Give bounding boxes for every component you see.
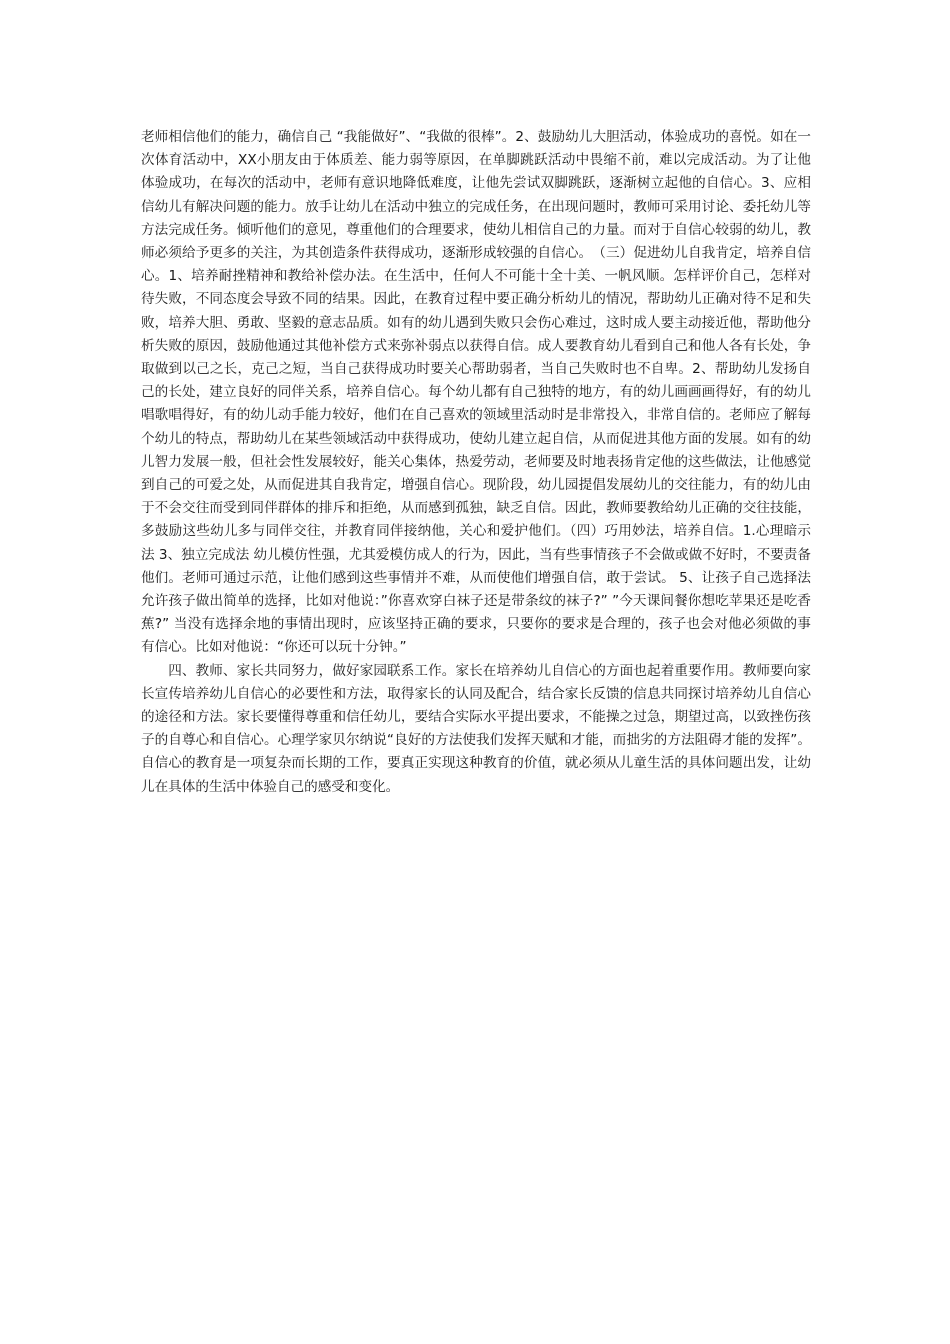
paragraph-1: 老师相信他们的能力，确信自己 “我能做好”、“我做的很棒”。2、鼓励幼儿大胆活动，体验成功的喜悦。如在一次体育活动中，XX小朋友由于体质差、能力弱等原因，在单脚跳跃活动中畏缩不前，难以完成活动。为了让他体验成功，在每次的活动中，老师有意识地降低难度，让他先尝试双脚跳跃，逐渐树立起他的自信心。3、应相信幼儿有解决问题的能力。放手让幼儿在活动中独立的完成任务，在出现问题时，教师可采用讨论、委托幼儿等方法完成任务。倾听他们的意见，尊重他们的合理要求，使幼儿相信自己的力量。而对于自信心较弱的幼儿，教师必须给予更多的关注，为其创造条件获得成功，逐渐形成较强的自信心。 （三）促进幼儿自我肯定，培养自信心。1、培养耐挫精神和教给补偿办法。在生活中，任何人不可能十全十美、一帆风顺。怎样评价自己，怎样对待失败，不同态度会导致不同的结果。因此，在教育过程中要正确分析幼儿的情况，帮助幼儿正确对待不足和失败，培养大胆、勇敢、坚毅的意志品质。如有的幼儿遇到失败只会伤心难过，这时成人要主动接近他，帮助他分析失败的原因，鼓励他通过其他补偿方式来弥补弱点以获得自信。成人要教育幼儿看到自己和他人各有长处，争取做到以己之长，克己之短，当自己获得成功时要关心帮助弱者，当自己失败时也不自卑。2、帮助幼儿发扬自己的长处，建立良好的同伴关系，培养自信心。每个幼儿都有自己独特的地方，有的幼儿画画画得好，有的幼儿唱歌唱得好，有的幼儿动手能力较好，他们在自己喜欢的领域里活动时是非常投入，非常自信的。老师应了解每个幼儿的特点，帮助幼儿在某些领域活动中获得成功，使幼儿建立起自信，从而促进其他方面的发展。如有的幼儿智力发展一般，但社会性发展较好，能关心集体，热爱劳动，老师要及时地表扬肯定他的这些做法，让他感觉到自己的可爱之处，从而促进其自我肯定，增强自信心。现阶段，幼儿园提倡发展幼儿的交往能力，有的幼儿由于不会交往而受到同伴群体的排斥和拒绝，从而感到孤独，缺乏自信。因此，教师要教给幼儿正确的交往技能，多鼓励这些幼儿多与同伴交往，并教育同伴接纳他，关心和爱护他们。（四）巧用妙法，培养自信。1.心理暗示法 3、独立完成法 幼儿模仿性强，尤其爱模仿成人的行为，因此，当有些事情孩子不会做或做不好时，不要责备他们。老师可通过示范，让他们感到这些事情并不难，从而使他们增强自信，敢于尝试。 5、让孩子自己选择法 允许孩子做出简单的选择，比如对他说：”你喜欢穿白袜子还是带条纹的袜子?” ”今天课间餐你想吃苹果还是吃香蕉?” 当没有选择余地的事情出现时，应该坚持正确的要求，只要你的要求是合理的，孩子也会对他必须做的事有信心。比如对他说：“你还可以玩十分钟。” [141,129,811,656]
document-body [141,126,811,799]
paragraph-2: 四、教师、家长共同努力，做好家园联系工作。家长在培养幼儿自信心的方面也起着重要作用。教师要向家长宣传培养幼儿自信心的必要性和方法，取得家长的认同及配合，结合家长反馈的信息共同探讨培养幼儿自信心的途径和方法。家长要懂得尊重和信任幼儿，要结合实际水平提出要求，不能操之过急，期望过高，以致挫伤孩子的自尊心和自信心。心理学家贝尔纳说“良好的方法使我们发挥天赋和才能，而拙劣的方法阻碍才能的发挥”。自信心的教育是一项复杂而长期的工作，要真正实现这种教育的价值，就必须从儿童生活的具体问题出发，让幼儿在具体的生活中体验自己的感受和变化。 [141,662,811,795]
